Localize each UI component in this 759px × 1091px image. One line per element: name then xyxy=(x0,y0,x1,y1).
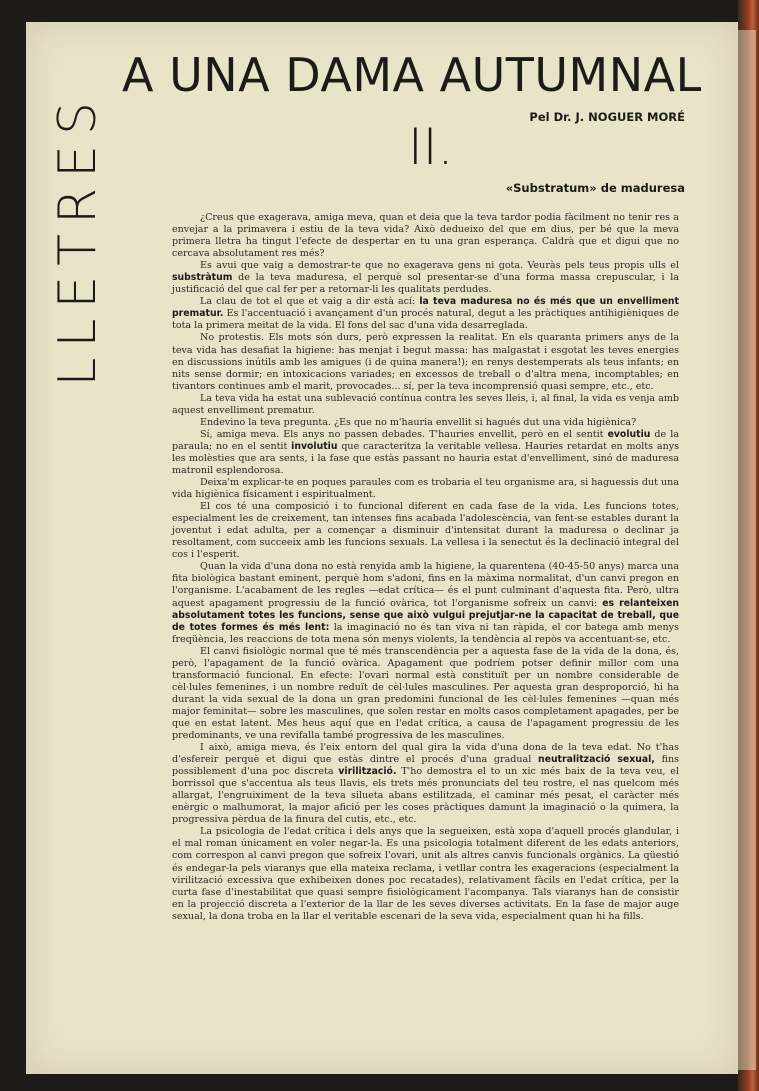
bold-phrase: es relanteixen absolutament totes les funcions, sense que això vulgui prejutjar-ne la capacitat de treball, que de totes formes és més lent: xyxy=(172,597,679,633)
text-run: La teva vida ha estat una sublevació contínua contra les seves lleis, i, al final, la vida es venja amb aquest envelliment prematur. xyxy=(172,392,679,416)
body-paragraph xyxy=(172,561,679,645)
author-byline: Pel Dr. J. NOGUER MORÉ xyxy=(529,110,685,124)
body-paragraph xyxy=(172,742,679,826)
body-paragraph xyxy=(172,417,679,429)
body-paragraph xyxy=(172,212,679,260)
text-run: El cos té una composició i to funcional diferent en cada fase de la vida. Les funcions totes, especialment les de creixement, tan intenses fins acabada l'adolescència, van fent-se estables durant la joventut i edat adulta, per a començar a disminuir d'intensitat durant la maduresa o declinar ja resoltament, com succeeix amb les funcions sexuals. La vellesa i la senectut és la declinació integral del cos i l'esperit. xyxy=(172,501,679,561)
article-body xyxy=(172,212,679,923)
text-run: El canvi fisiològic normal que té més transcendència per a aquesta fase de la vida de la dona, és, però, l'apagament de la funció ovàrica. Apagament que podríem potser definir millor com una transformació funcional. En efecte: l'ovari normal està constituït per un nombre considerable de cèl·lules femenines, i un nombre reduït de cèl·lules masculines. Per aquesta gran desproporció, hi ha durant la vida sexual de la dona un gran predomini funcional de les cèl·lules femenines —quan més major feminitat— sobre les masculines, que solen restar en molts casos completament apagades, per be que en estat latent. Mes heus aquí que en l'edat crítica, a causa de l'apagament progressiu de les predominants, ve una revifalla també progressiva de les masculines. xyxy=(172,645,679,742)
body-paragraph xyxy=(172,826,679,922)
body-paragraph xyxy=(172,260,679,296)
text-run: Deixa'm explicar-te en poques paraules com es trobaria el teu organisme ara, si haguessis dut una vida higiènica físicament i espiritualment. xyxy=(172,477,679,501)
part-number: II. xyxy=(408,118,454,176)
text-run: La clau de tot el que et vaig a dir està ací: xyxy=(200,296,420,308)
text-run: Sí, amiga meva. Els anys no passen debades. T'hauries envellit, però en el sentit xyxy=(200,428,608,440)
text-run: que caracteritza la veritable vellesa. Hauries retardat en molts anys les molèsties que ara sents, i la fase que estàs passant no hauria estat d'envelliment, sinó de maduresa matronil esplendorosa. xyxy=(172,440,680,476)
bold-phrase: neutralització sexual, xyxy=(538,754,655,766)
body-paragraph xyxy=(172,477,679,501)
body-paragraph xyxy=(172,429,679,477)
text-run: Es l'accentuació i avançament d'un procés natural, degut a les pràctiques antihigièniques de tota la primera meitat de la vida. El fons del sac d'una vida desarreglada. xyxy=(172,308,679,332)
bold-phrase: involutiu xyxy=(291,440,338,452)
body-paragraph xyxy=(172,501,679,561)
text-run: la imaginació no és tan viva ni tan ràpida, el cor batega amb menys freqüència, les reaccions de tota mena són menys violents, la tendència al repòs va accentuant-se, etc. xyxy=(172,621,679,645)
body-paragraph xyxy=(172,332,679,392)
text-run: de la teva maduresa, el perquè sol presentar-se d'una forma massa crepuscular, i la justificació del que cal fer per a retornar-li les qualitats perdudes. xyxy=(172,272,679,296)
text-run: La psicologia de l'edat crítica i dels anys que la segueixen, està xopa d'aquell procés glandular, i el mal roman únicament en voler negar-la. Es una psicologia totalment diferent de les edats anteriors, com correspon al canvi pregon que sofreix l'ovari, unit als altres canvis funcionals orgànics. La qüestió és endegar-la pels viaranys que ella mateixa reclama, i vetllar contra les exageracions (especialment la virilització excessiva que exhibeixen dones poc recatades), relativament fàcils en l'edat crítica, per la curta fase d'inestabilitat que quasi sempre fisiològicament l'acompanya. Tals viaranys han de consistir en la projecció discreta a l'exterior de la llar de les seves diverses activitats. En la fase de major auge sexual, la dona troba en la llar el veritable escenari de la seva vida, especialment quan hi ha fills. xyxy=(172,826,679,922)
article-title: A UNA DAMA AUTUMNAL xyxy=(122,48,702,102)
next-page-edge xyxy=(738,30,756,1070)
text-run: I això, amiga meva, és l'eix entorn del qual gira la vida d'una dona de la teva edat. No t'has d'esfereir perquè et digui que estàs dintre el procés d'una gradual xyxy=(172,742,679,766)
bold-phrase: la teva maduresa no és més que un envelliment prematur. xyxy=(172,296,679,320)
bold-phrase: evolutiu xyxy=(607,428,651,440)
text-run: ¿Creus que exagerava, amiga meva, quan et deia que la teva tardor podia fàcilment no tenir res a envejar a la primavera i estiu de la teva vida? Això dedueixo del que em dius, per bé que la meva primera lletra ha tingut l'efecte de despertar en tu una gran esperança. Caldrà que et digui que no cercava absolutament res més? xyxy=(172,212,679,260)
section-label: LLETRES xyxy=(48,92,108,387)
text-run: Endevino la teva pregunta. ¿Es que no m'hauria envellit si hagués dut una vida higiènica? xyxy=(200,416,637,428)
article-subtitle: «Substratum» de maduresa xyxy=(505,181,685,195)
text-run: fins possiblement d'una poc discreta xyxy=(172,754,679,778)
body-paragraph xyxy=(172,393,679,417)
text-run: Es avui que vaig a demostrar-te que no exagerava gens ni gota. Veuràs pels teus propis ulls el xyxy=(200,260,679,272)
text-run: de la paraula; no en el sentit xyxy=(172,428,680,452)
body-paragraph xyxy=(172,296,679,332)
bold-phrase: virilització. xyxy=(338,766,397,778)
body-paragraph xyxy=(172,646,679,742)
text-run: No protestis. Els mots són durs, però expressen la realitat. En els quaranta primers anys de la teva vida has desafiat la higiene: has menjat i begut massa: has malgastat i esgotat les teves energies en discussions inútils amb les amigues (i de quina manera!); en renys destemperats als teus infants; en nits sense dormir; en intoxicacions variades; en excessos de treball o d'altra mena, incomptables; en tivantors continues amb el marit, provocades... sí, per la teva incomprensió quasi sempre, etc., etc. xyxy=(172,332,679,392)
text-run: T'ho demostra el to un xic més baix de la teva veu, el borrissol que s'accentua als teus llavis, els trets més pronunciats del teu rostre, el nas quelcom més allargat, l'engruiximent de la teva silueta abans estilitzada, el caminar més pesat, el caràcter més enèrgic o malhumorat, la major afició per les coses pràctiques damunt la imaginació o la quimera, la progressiva pèrdua de la finura del cutis, etc., etc. xyxy=(172,766,679,826)
text-run: Quan la vida d'una dona no està renyida amb la higiene, la quarentena (40-45-50 anys) marca una fita biològica bastant eminent, perquè hom s'adoni, fins en la màxima normalitat, d'un canvi pregon en l'organisme. L'acabament de les regles —edat crítica— és el punt culminant d'aquesta fita. Però, ultra aquest apagament progressiu de la funció ovàrica, tot l'organisme sofreix un canvi: xyxy=(172,561,679,609)
bold-phrase: substràtum xyxy=(172,272,233,284)
